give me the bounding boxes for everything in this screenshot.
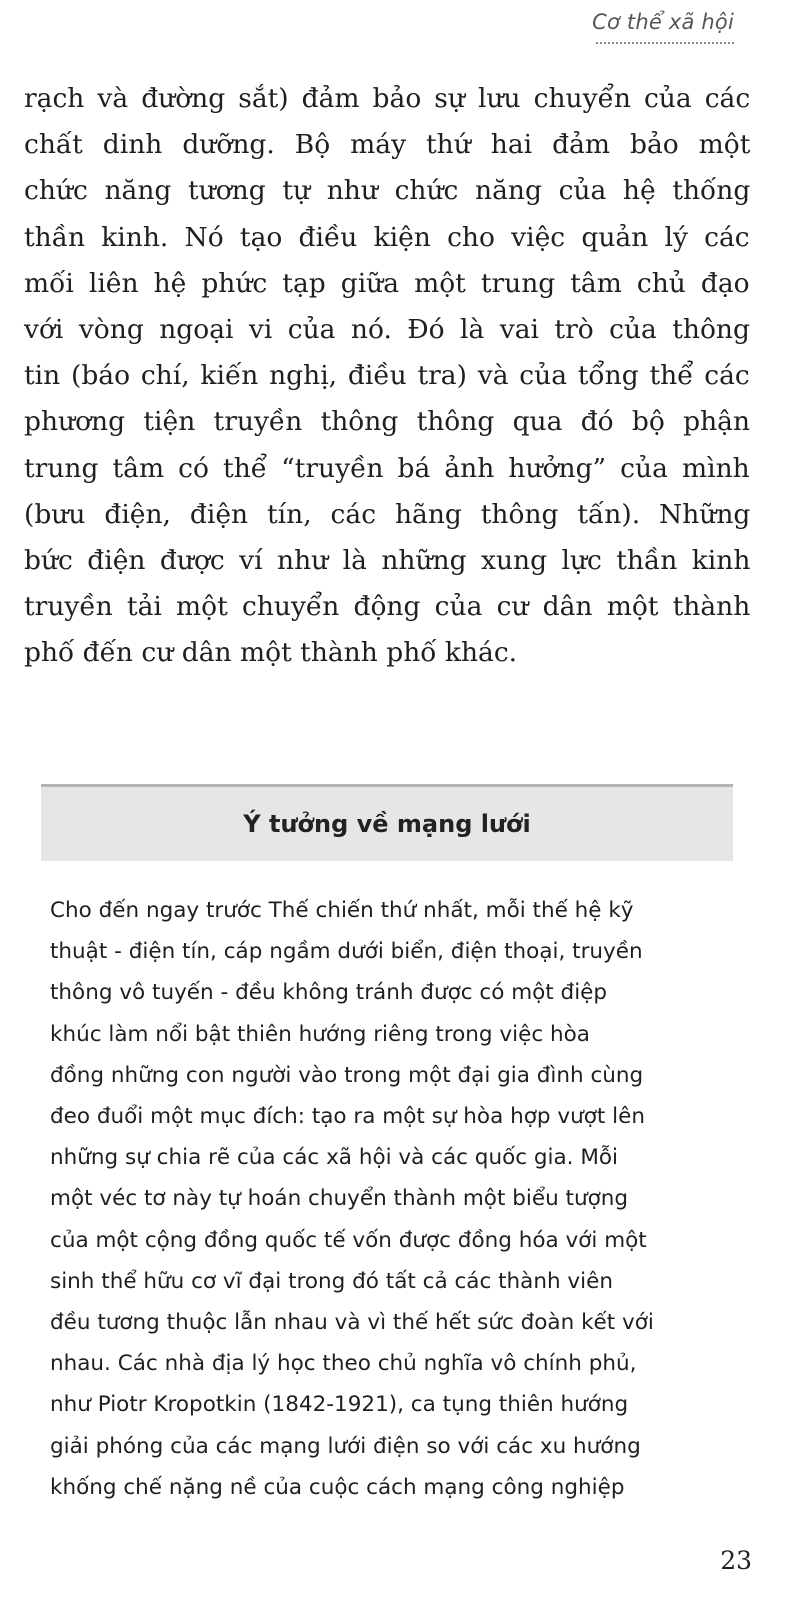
box-line: những sự chia rẽ của các xã hội và các quốc gia. Mỗi (50, 1145, 619, 1171)
main-line: mối liên hệ phức tạp giữa một trung tâm chủ đạo (24, 267, 750, 299)
main-line: (bưu điện, điện tín, các hãng thông tấn). Những (24, 498, 751, 530)
box-line: như Piotr Kropotkin (1842-1921), ca tụng thiên hướng (50, 1392, 629, 1418)
box-line: khúc làm nổi bật thiên hướng riêng trong việc hòa (50, 1021, 590, 1047)
box-line: khống chế nặng nề của cuộc cách mạng công nghiệp (50, 1474, 625, 1500)
main-line: truyền tải một chuyển động của cư dân một thành (24, 591, 751, 623)
box-line: sinh thể hữu cơ vĩ đại trong đó tất cả các thành viên (50, 1268, 613, 1294)
main-line: bức điện được ví như là những xung lực thần kinh (24, 545, 751, 577)
box-line: Cho đến ngay trước Thế chiến thứ nhất, mỗi thế hệ kỹ (50, 898, 634, 923)
main-line: phố đến cư dân một thành phố khác. (24, 637, 518, 669)
main-line: với vòng ngoại vi của nó. Đó là vai trò của thông (24, 314, 750, 346)
running-header-underline (596, 42, 734, 44)
box-line: thuật - điện tín, cáp ngầm dưới biển, điện thoại, truyền (50, 939, 643, 965)
main-line: phương tiện truyền thông thông qua đó bộ phận (24, 406, 751, 438)
sidebar-box-paragraph (50, 890, 726, 1508)
main-line: tin (báo chí, kiến nghị, điều tra) và của tổng thể các (24, 360, 750, 392)
box-line: giải phóng của các mạng lưới điện so với các xu hướng (50, 1433, 641, 1459)
main-paragraph (24, 76, 750, 677)
box-line: của một cộng đồng quốc tế vốn được đồng hóa với một (50, 1227, 647, 1253)
box-line: nhau. Các nhà địa lý học theo chủ nghĩa vô chính phủ, (50, 1351, 637, 1377)
main-line: thần kinh. Nó tạo điều kiện cho việc quản lý các (24, 221, 750, 253)
page-number: 23 (720, 1546, 752, 1575)
sidebar-box-title (41, 784, 733, 861)
main-line: chất dinh dưỡng. Bộ máy thứ hai đảm bảo một (24, 129, 751, 161)
running-header: Cơ thể xã hội (592, 10, 734, 34)
main-line: trung tâm có thể “truyền bá ảnh hưởng” của mình (24, 452, 750, 484)
main-line: rạch và đường sắt) đảm bảo sự lưu chuyển của các (24, 83, 751, 114)
box-line: thông vô tuyến - đều không tránh được có một điệp (50, 980, 608, 1006)
box-line: đồng những con người vào trong một đại gia đình cùng (50, 1062, 644, 1088)
sidebar-box-title-text: Ý tưởng về mạng lưới (243, 810, 531, 838)
main-line: chức năng tương tự như chức năng của hệ thống (24, 175, 751, 207)
box-line: đều tương thuộc lẫn nhau và vì thế hết sức đoàn kết với (50, 1310, 654, 1336)
box-line: đeo đuổi một mục đích: tạo ra một sự hòa hợp vượt lên (50, 1104, 645, 1130)
box-line: một véc tơ này tự hoán chuyển thành một biểu tượng (50, 1186, 629, 1212)
